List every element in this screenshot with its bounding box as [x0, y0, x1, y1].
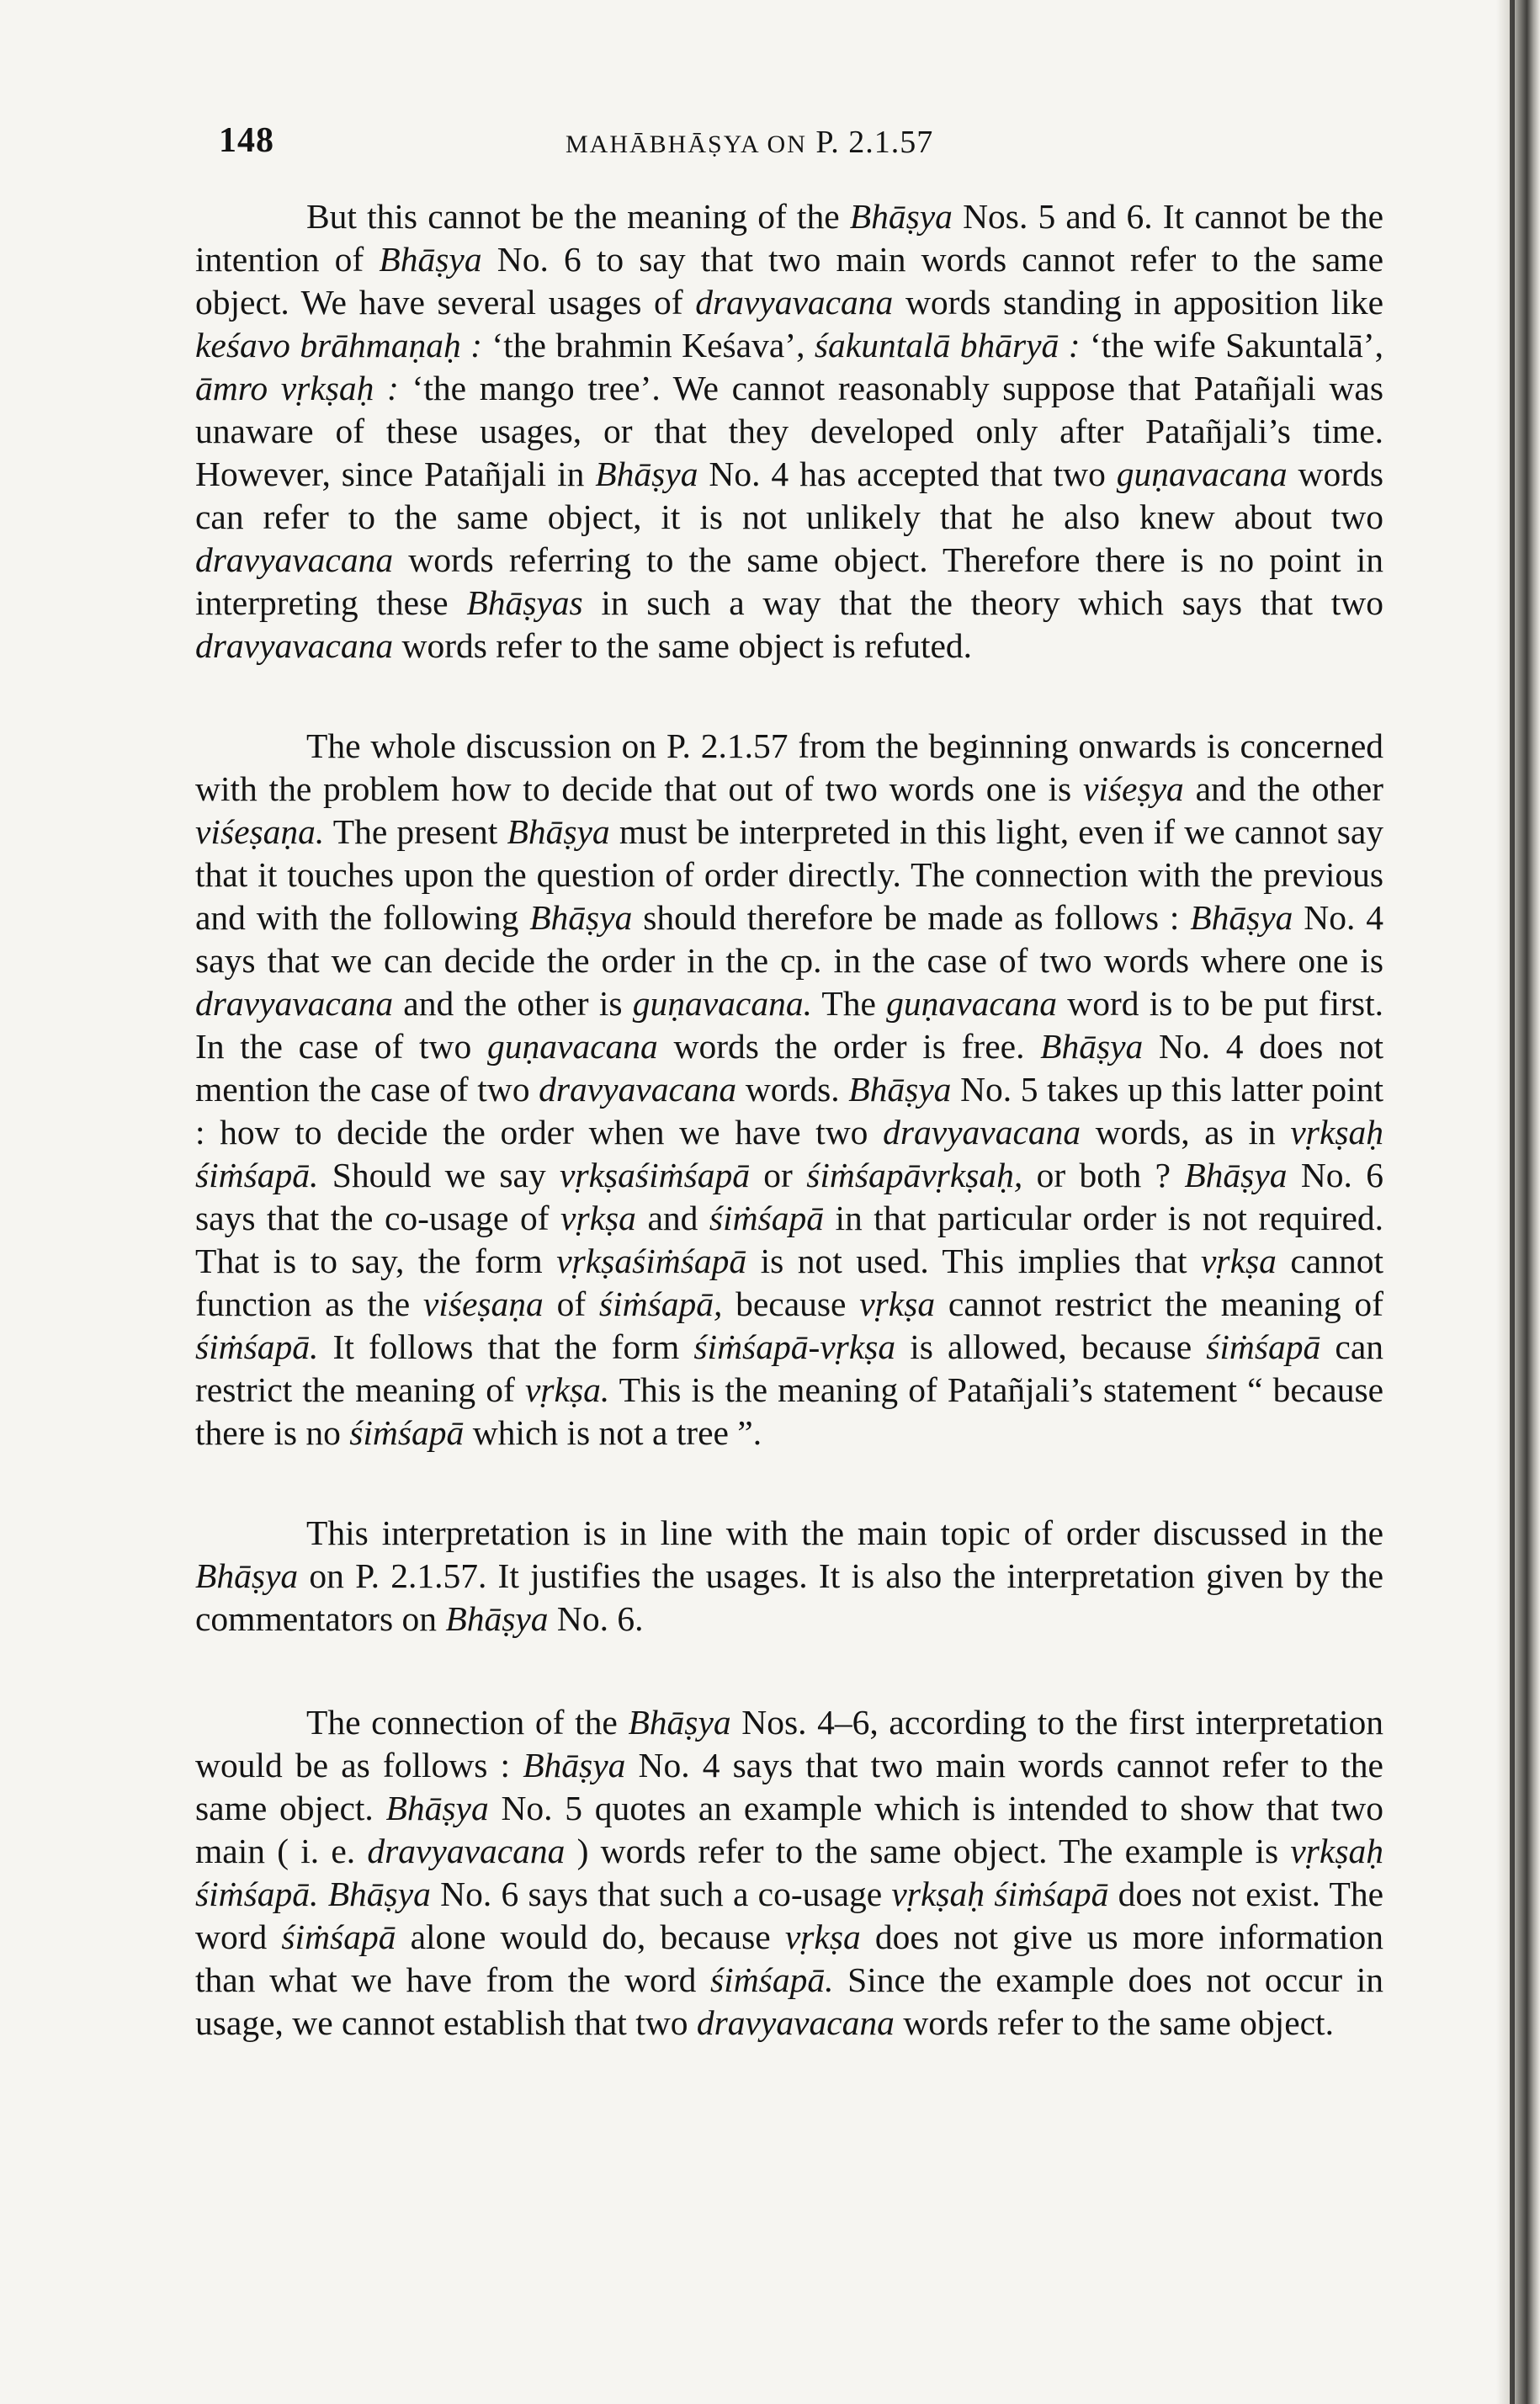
paragraph-2	[195, 725, 1383, 1455]
text-run: The	[811, 984, 887, 1023]
text-run: No. 4 does not mention the case of two	[195, 1027, 1384, 1109]
italic-term: vṛkṣa	[859, 1284, 936, 1323]
italic-term: vṛkṣa.	[524, 1370, 610, 1409]
text-run: The whole discussion on P. 2.1.57 from the beginning onwards is concerned with the problem how to decide that out of two words one is	[195, 726, 1383, 808]
text-run: ‘the mango tree’. We cannot reasonably suppose that Patañjali was unaware of these usages, or that they developed only after Patañjali’s time. However, since Patañjali in	[195, 369, 1383, 493]
text-run: No. 6 says that such a co-usage	[430, 1875, 892, 1913]
italic-term: śiṁśapā,	[598, 1284, 723, 1323]
text-run: words can refer to the same object, it is not unlikely that he also knew about two	[195, 455, 1383, 536]
italic-term: vṛkṣaśiṁśapā	[560, 1156, 750, 1194]
italic-term: śiṁśapā	[709, 1199, 824, 1237]
italic-term: Bhāṣya	[379, 240, 482, 279]
italic-term: dravyavacana	[695, 283, 894, 322]
text-run: No. 4 says that we can decide the order in the cp. in the case of two words where one is	[195, 898, 1383, 980]
italic-term: dravyavacana	[883, 1113, 1081, 1151]
text-run: words.	[736, 1070, 849, 1109]
text-run: cannot function as the	[195, 1242, 1383, 1323]
text-run: word is to be put first. In the case of two	[195, 984, 1383, 1066]
text-run: can restrict the meaning of	[195, 1327, 1383, 1409]
italic-term: āmro vṛkṣaḥ :	[195, 369, 399, 407]
text-run: Should we say	[318, 1156, 560, 1194]
text-run: in such a way that the theory which says that two	[582, 583, 1383, 622]
text-run: ‘the wife Sakuntalā’,	[1080, 326, 1383, 364]
italic-term: śakuntalā bhāryā :	[814, 326, 1081, 364]
italic-term: dravyavacana	[195, 540, 394, 579]
text-run: ) words refer to the same object. The example is	[565, 1832, 1291, 1870]
text-run: words referring to the same object. Therefore there is no point in interpreting these	[195, 540, 1383, 622]
italic-term: keśavo brāhmaṇaḥ :	[195, 326, 482, 364]
italic-term: vṛkṣaḥ śiṁśapā.	[195, 1113, 1384, 1194]
text-run: Nos. 4–6, according to the first interpretation would be as follows :	[195, 1703, 1384, 1784]
italic-term: Bhāṣya	[195, 1556, 299, 1595]
paragraph-4	[195, 1701, 1383, 2045]
page-number: 148	[219, 121, 274, 160]
italic-term: viśeṣaṇa	[422, 1284, 544, 1323]
text-run: of	[543, 1284, 599, 1323]
italic-term: śiṁśapā-vṛkṣa	[693, 1327, 896, 1366]
italic-term: śiṁśapā	[1206, 1327, 1321, 1366]
italic-term: guṇavacana	[486, 1027, 658, 1066]
text-run: words, as in	[1081, 1113, 1291, 1151]
italic-term: vṛkṣa	[784, 1917, 861, 1956]
text-run: because	[722, 1284, 860, 1323]
italic-term: Bhāṣya	[523, 1746, 626, 1784]
running-head-small-caps: MAHĀBHĀṢYA ON	[566, 130, 807, 158]
italic-term: dravyavacana	[195, 984, 394, 1023]
text-run: This is the meaning of Patañjali’s statement “ because there is no	[195, 1370, 1384, 1452]
italic-term: śiṁśapā	[281, 1917, 396, 1956]
italic-term: Bhāṣya	[507, 812, 610, 851]
italic-term: Bhāṣya	[1184, 1156, 1288, 1194]
text-run: in that particular order is not required. That is to say, the form	[195, 1199, 1384, 1280]
italic-term: guṇavacana	[886, 984, 1058, 1023]
italic-term: viśeṣya	[1082, 769, 1184, 808]
italic-term: dravyavacana	[696, 2003, 895, 2042]
text-run: The connection of the	[306, 1703, 629, 1742]
italic-term: śiṁśapāvṛkṣaḥ,	[806, 1156, 1023, 1194]
italic-term: Bhāṣya	[849, 197, 953, 236]
italic-term: Bhāṣya	[327, 1875, 431, 1913]
text-run: No. 6 says that the co-usage of	[195, 1156, 1383, 1237]
text-run: The present	[324, 812, 507, 851]
italic-term: Bhāṣya	[385, 1789, 489, 1827]
page-header	[195, 120, 1390, 171]
italic-term: vṛkṣaḥ śiṁśapā	[891, 1875, 1109, 1913]
text-run: alone would do, because	[396, 1917, 785, 1956]
text-run: does not give us more information than what we have from the word	[195, 1917, 1384, 1999]
text-run: words the order is free.	[657, 1027, 1041, 1066]
text-run: words standing in apposition like	[893, 283, 1383, 322]
italic-term: Bhāṣya	[529, 898, 633, 937]
italic-term: vṛkṣaśiṁśapā	[556, 1242, 747, 1280]
italic-term: guṇavacana	[1116, 455, 1288, 493]
italic-term: vṛkṣa	[1201, 1242, 1277, 1280]
italic-term: Bhāṣya	[628, 1703, 731, 1742]
italic-term: dravyavacana	[367, 1832, 566, 1870]
paragraph-1	[195, 195, 1383, 667]
text-run: No. 5 quotes an example which is intended to show that two main ( i. e.	[195, 1789, 1383, 1870]
italic-term: vṛkṣa	[560, 1199, 636, 1237]
italic-term: Bhāṣya	[445, 1599, 549, 1638]
italic-term: śiṁśapā.	[195, 1327, 319, 1366]
italic-term: Bhāṣya	[848, 1070, 952, 1109]
text-run: But this cannot be the meaning of the	[306, 197, 850, 236]
text-run: No. 4 has accepted that two	[698, 455, 1117, 493]
italic-term: Bhāṣyas	[466, 583, 583, 622]
text-run: on P. 2.1.57. It justifies the usages. It is also the interpretation given by the commentators on	[195, 1556, 1383, 1638]
body-text	[195, 195, 1383, 2045]
italic-term: vṛkṣaḥ śiṁśapā.	[195, 1832, 1383, 1913]
paragraph-3	[195, 1512, 1383, 1641]
text-run: must be interpreted in this light, even if we cannot say that it touches upon the question of order directly. The connection with the previous and with the following	[195, 812, 1384, 937]
text-run: This interpretation is in line with the main topic of order discussed in the	[306, 1513, 1383, 1552]
running-head	[566, 124, 933, 161]
text-run: should therefore be made as follows :	[632, 898, 1191, 937]
italic-term: dravyavacana	[539, 1070, 737, 1109]
italic-term: dravyavacana	[195, 626, 394, 665]
italic-term: viśeṣaṇa.	[195, 812, 325, 851]
scan-binding-edge	[1510, 0, 1515, 2404]
text-run: is not used. This implies that	[746, 1242, 1202, 1280]
italic-term: Bhāṣya	[1190, 898, 1293, 937]
text-run	[318, 1875, 327, 1913]
italic-term: Bhāṣya	[595, 455, 698, 493]
text-run: which is not a tree ”.	[464, 1413, 762, 1452]
scan-binding-shadow	[1496, 0, 1540, 2404]
text-run: words refer to the same object is refuted.	[393, 626, 973, 665]
text-run: No. 6 to say that two main words cannot refer to the same object. We have several usages of	[195, 240, 1383, 322]
text-run: It follows that the form	[318, 1327, 694, 1366]
text-run: and the other	[1183, 769, 1383, 808]
text-run: ‘the brahmin Keśava’,	[481, 326, 815, 364]
running-head-section: P. 2.1.57	[806, 125, 934, 160]
text-run: Since the example does not occur in usage, we cannot establish that two	[195, 1960, 1383, 2042]
italic-term: śiṁśapā.	[710, 1960, 834, 1999]
text-run: is allowed, because	[895, 1327, 1207, 1366]
text-run: words refer to the same object.	[894, 2003, 1334, 2042]
italic-term: guṇavacana.	[632, 984, 812, 1023]
text-run: No. 5 takes up this latter point : how to decide the order when we have two	[195, 1070, 1383, 1151]
text-run: No. 4 says that two main words cannot refer to the same object.	[195, 1746, 1383, 1827]
text-run: or both ?	[1022, 1156, 1185, 1194]
text-run: and	[635, 1199, 709, 1237]
text-run: does not exist. The word	[195, 1875, 1384, 1956]
text-run: Nos. 5 and 6. It cannot be the intention of	[195, 197, 1383, 279]
text-run: or	[749, 1156, 807, 1194]
italic-term: śiṁśapā	[349, 1413, 465, 1452]
text-run: and the other is	[393, 984, 633, 1023]
italic-term: Bhāṣya	[1040, 1027, 1144, 1066]
text-run: cannot restrict the meaning of	[935, 1284, 1383, 1323]
text-run: No. 6.	[548, 1599, 644, 1638]
